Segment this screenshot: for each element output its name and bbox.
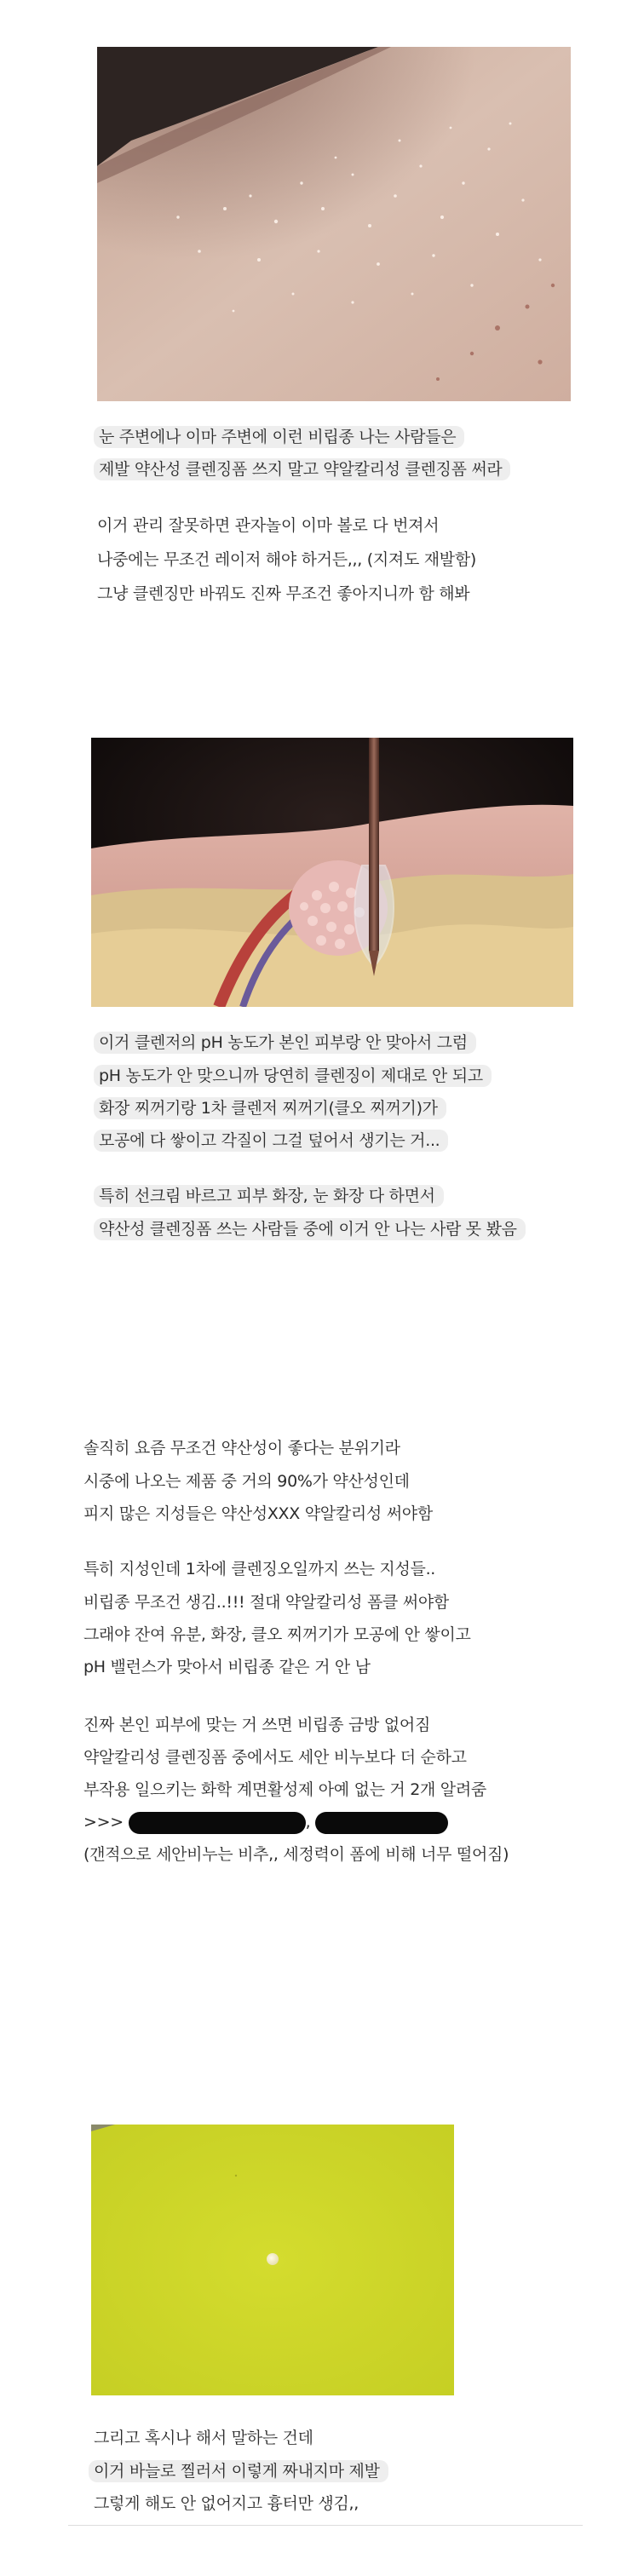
text-line: 시중에 나오는 제품 중 거의 90%가 약산성인데 — [83, 1472, 410, 1491]
arrow-prefix: >>> — [83, 1813, 129, 1831]
redacted-product-1 — [129, 1812, 306, 1834]
text-line: 부작용 일으키는 화학 계면활성제 아예 없는 거 2개 알려줌 — [83, 1780, 486, 1799]
text-line: 피지 많은 지성들은 약산성XXX 약알칼리성 써야함 — [83, 1504, 433, 1523]
text-line: pH 농도가 안 맞으니까 당연히 클렌징이 제대로 안 되고 — [94, 1061, 492, 1090]
text-line: 약알칼리성 클렌징폼 중에서도 세안 비누보다 더 순하고 — [83, 1748, 467, 1767]
text-line: 그래야 잔여 유분, 화장, 클오 찌꺼기가 모공에 안 쌓이고 — [83, 1625, 471, 1644]
text-line: 눈 주변에나 이마 주변에 이런 비립종 나는 사람들은 — [94, 423, 464, 451]
text-line: 제발 약산성 클렌징폼 쓰지 말고 약알칼리성 클렌징폼 써라 — [94, 455, 510, 484]
text-line: 이거 바늘로 찔러서 이렇게 짜내지마 제발 — [89, 2457, 388, 2486]
text-line: 특히 선크림 바르고 피부 화장, 눈 화장 다 하면서 — [94, 1182, 444, 1210]
redacted-product-2 — [315, 1812, 448, 1834]
text-line: pH 밸런스가 맞아서 비립종 같은 거 안 남 — [83, 1658, 371, 1676]
text-line: (갠적으로 세안비누는 비추,, 세정력이 폼에 비해 너무 떨어짐) — [83, 1845, 509, 1864]
text-line: 그리고 혹시나 해서 말하는 건데 — [94, 2429, 313, 2447]
extracted-milium-photo — [91, 2125, 454, 2395]
text-line: 화장 찌꺼기랑 1차 클렌저 찌꺼기(클오 찌꺼기)가 — [94, 1094, 446, 1123]
text-line: 나중에는 무조건 레이저 해야 하거든,,, (지져도 재발함) — [97, 550, 477, 569]
separator: , — [305, 1813, 316, 1831]
text-line: 특히 지성인데 1차에 클렌징오일까지 쓰는 지성들.. — [83, 1560, 436, 1578]
text-line: 모공에 다 쌓이고 각질이 그걸 덮어서 생기는 거... — [94, 1126, 448, 1155]
text-line: 약산성 클렌징폼 쓰는 사람들 중에 이거 안 나는 사람 못 봤음 — [94, 1215, 526, 1244]
text-line: 이거 클렌저의 pH 농도가 본인 피부랑 안 맞아서 그럼 — [94, 1028, 476, 1057]
text-line: 비립종 무조건 생김..!!! 절대 약알칼리성 폼클 써야함 — [83, 1593, 449, 1612]
text-line: 진짜 본인 피부에 맞는 거 쓰면 비립종 금방 없어짐 — [83, 1716, 430, 1734]
eye-skin-photo — [97, 47, 571, 401]
milia-extraction-illustration — [91, 738, 573, 1007]
bottom-divider — [68, 2525, 583, 2526]
text-line: 이거 관리 잘못하면 관자놀이 이마 볼로 다 번져서 — [97, 516, 440, 535]
text-line: 그렇게 해도 안 없어지고 흉터만 생김,, — [94, 2494, 359, 2513]
product-recommendation-line — [83, 1808, 448, 1837]
text-line: 그냥 클렌징만 바꿔도 진짜 무조건 좋아지니까 함 해봐 — [97, 584, 470, 603]
text-line: 솔직히 요즘 무조건 약산성이 좋다는 분위기라 — [83, 1439, 400, 1458]
